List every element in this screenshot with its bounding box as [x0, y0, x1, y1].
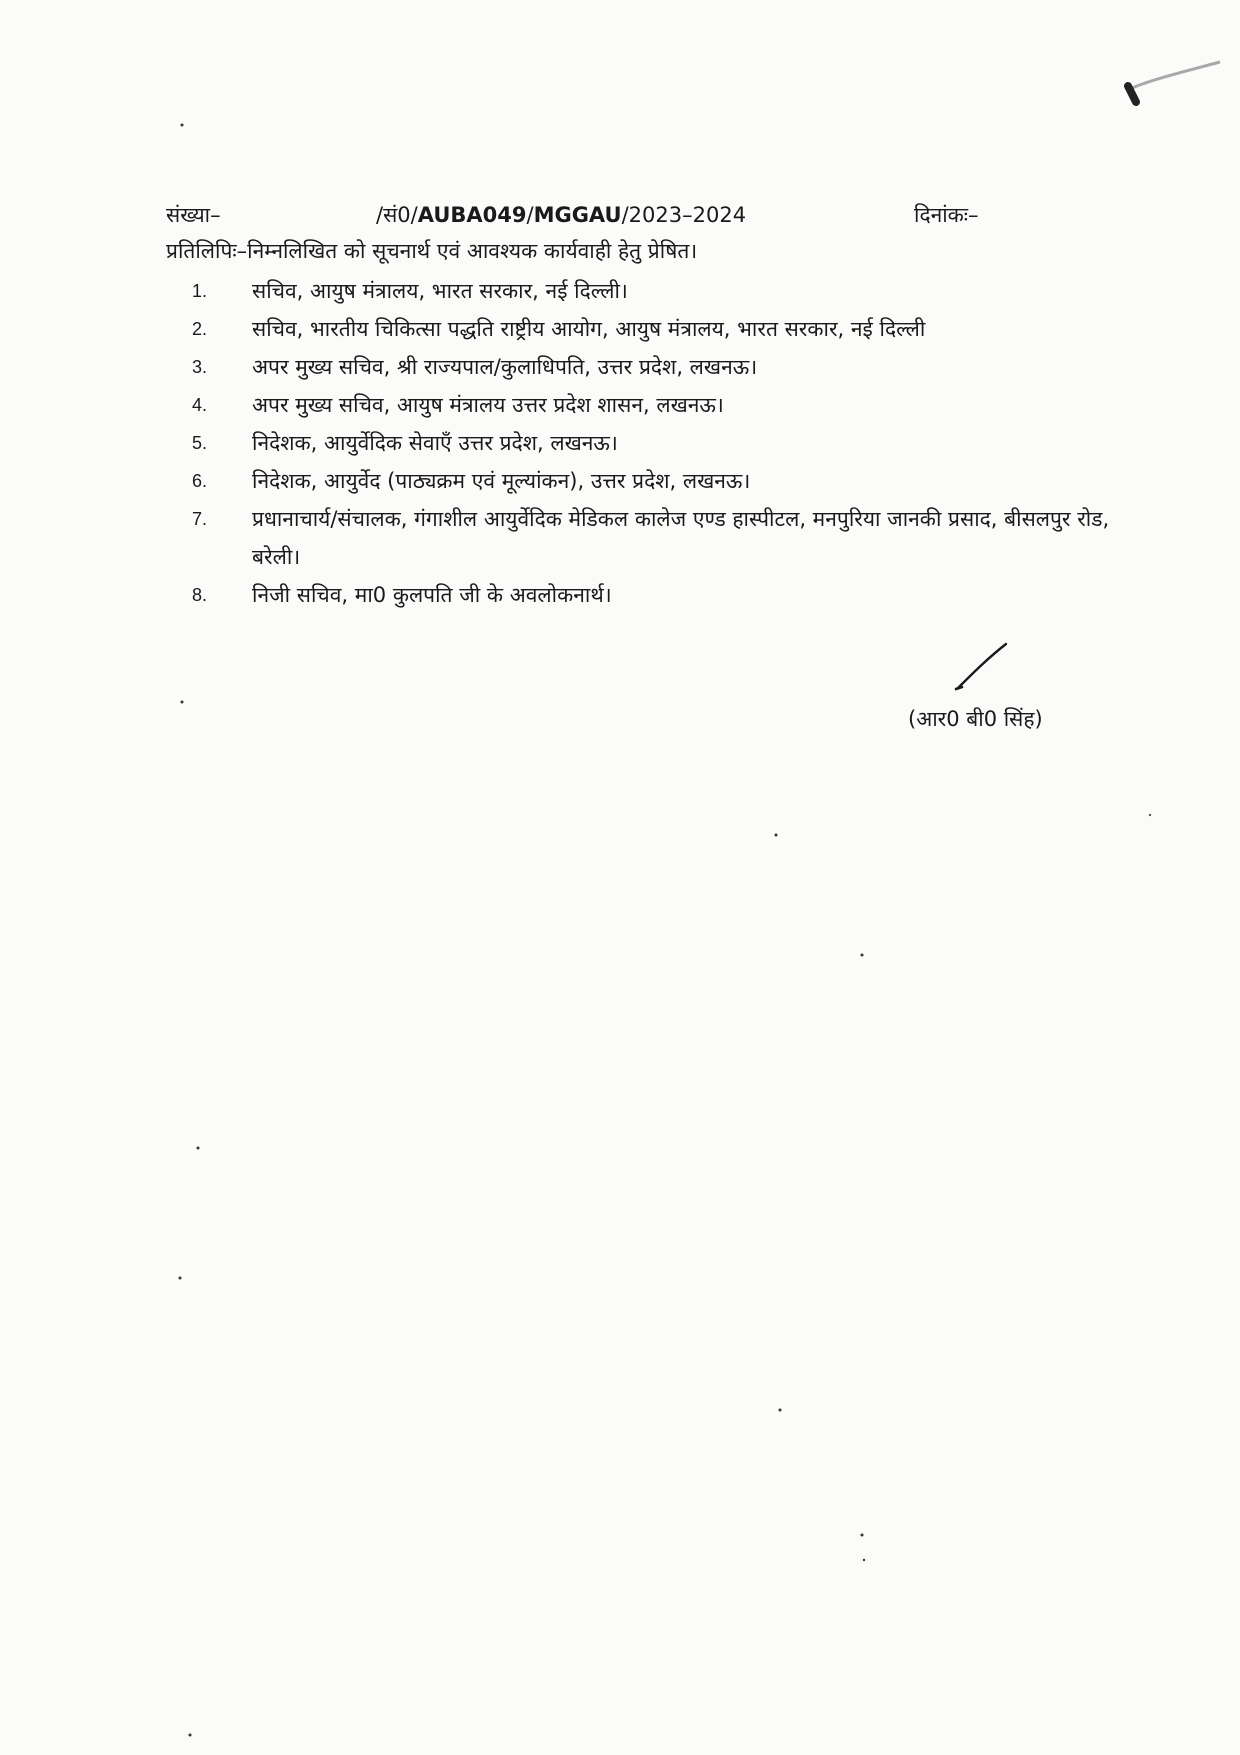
list-item-number: 2.	[192, 319, 208, 339]
list-item-number: 3.	[192, 357, 208, 377]
list-item-text: सचिव, आयुष मंत्रालय, भारत सरकार, नई दिल्ली।	[252, 279, 628, 303]
list-item-text: निजी सचिव, मा0 कुलपति जी के अवलोकनार्थ।	[252, 583, 612, 607]
list-item	[166, 500, 1166, 576]
list-item	[166, 272, 1166, 310]
list-item	[166, 348, 1166, 386]
list-item	[166, 386, 1166, 424]
list-item-text: अपर मुख्य सचिव, आयुष मंत्रालय उत्तर प्रदेश शासन, लखनऊ।	[252, 393, 724, 417]
reference-prefix: /सं0/	[376, 203, 418, 227]
list-item	[166, 310, 1166, 348]
signature-block	[880, 640, 1080, 750]
list-item	[166, 424, 1166, 462]
reference-separator: /	[621, 203, 629, 227]
list-item-text: सचिव, भारतीय चिकित्सा पद्धति राष्ट्रीय आयोग, आयुष मंत्रालय, भारत सरकार, नई दिल्ली	[252, 317, 926, 341]
list-item-number: 4.	[192, 395, 208, 415]
list-item-number: 1.	[192, 281, 208, 301]
recipient-list	[166, 272, 1166, 614]
copy-intro: प्रतिलिपिः–निम्नलिखित को सूचनार्थ एवं आवश्यक कार्यवाही हेतु प्रेषित।	[166, 239, 698, 263]
list-item-number: 5.	[192, 433, 208, 453]
list-item-number: 7.	[192, 509, 208, 529]
signature-stroke	[954, 640, 1010, 692]
reference-number	[376, 198, 746, 232]
list-item	[166, 462, 1166, 500]
reference-year: 2023–2024	[628, 203, 747, 227]
list-item-number: 8.	[192, 585, 208, 605]
reference-institution: MGGAU	[533, 203, 622, 227]
list-item-text: प्रधानाचार्य/संचालक, गंगाशील आयुर्वेदिक मेडिकल कालेज एण्ड हास्पीटल, मनपुरिया जानकी प्रसाद, बीसलपुर रोड, बरेली।	[252, 507, 1110, 569]
list-item	[166, 576, 1166, 614]
list-item-text: अपर मुख्य सचिव, श्री राज्यपाल/कुलाधिपति, उत्तर प्रदेश, लखनऊ।	[252, 355, 758, 379]
signatory-name: (आर0 बी0 सिंह)	[908, 707, 1043, 731]
list-item-text: निदेशक, आयुर्वेद (पाठ्यक्रम एवं मूल्यांकन), उत्तर प्रदेश, लखनऊ।	[252, 469, 751, 493]
reference-code: AUBA049	[417, 203, 527, 227]
reference-line	[166, 198, 1066, 232]
reference-label: संख्या–	[166, 203, 221, 227]
reference-separator: /	[526, 203, 534, 227]
date-label: दिनांकः–	[914, 203, 979, 227]
list-item-number: 6.	[192, 471, 208, 491]
list-item-text: निदेशक, आयुर्वेदिक सेवाएँ उत्तर प्रदेश, लखनऊ।	[252, 431, 618, 455]
